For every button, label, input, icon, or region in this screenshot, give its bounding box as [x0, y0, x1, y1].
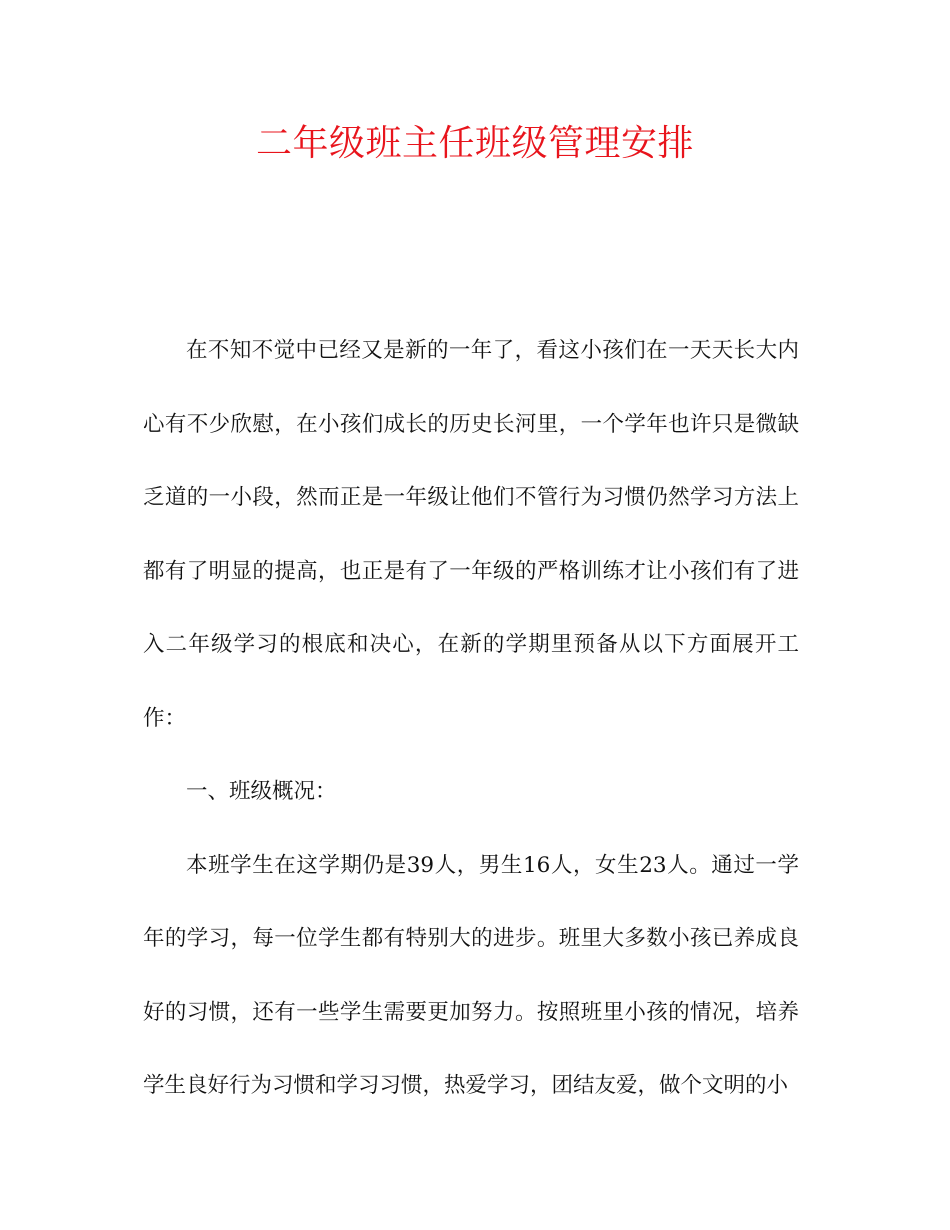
document-title: 二年级班主任班级管理安排	[255, 123, 694, 164]
paragraph-intro: 在不知不觉中已经又是新的一年了，看这小孩们在一天天长大内心有不少欣慰，在小孩们成长的历史长河里，一个学年也许只是微缺乏道的一小段，然而正是一年级让他们不管行为习惯仍然学习方法上都有了明显的提高，也正是有了一年级的严格训练才让小孩们有了进入二年级学习的根底和决心，在新的学期里预备从以下方面展开工作：	[143, 338, 799, 731]
document-body	[143, 314, 799, 1123]
paragraph-class-overview: 本班学生在这学期仍是39人，男生16人，女生23人。通过一学年的学习，每一位学生都有特别大的进步。班里大多数小孩已养成良好的习惯，还有一些学生需要更加努力。按照班里小孩的情况，培养学生良好行为习惯和学习习惯，热爱学习，团结友爱，做个文明的小	[143, 852, 799, 1098]
section-heading-class-overview: 一、班级概况：	[186, 779, 337, 804]
